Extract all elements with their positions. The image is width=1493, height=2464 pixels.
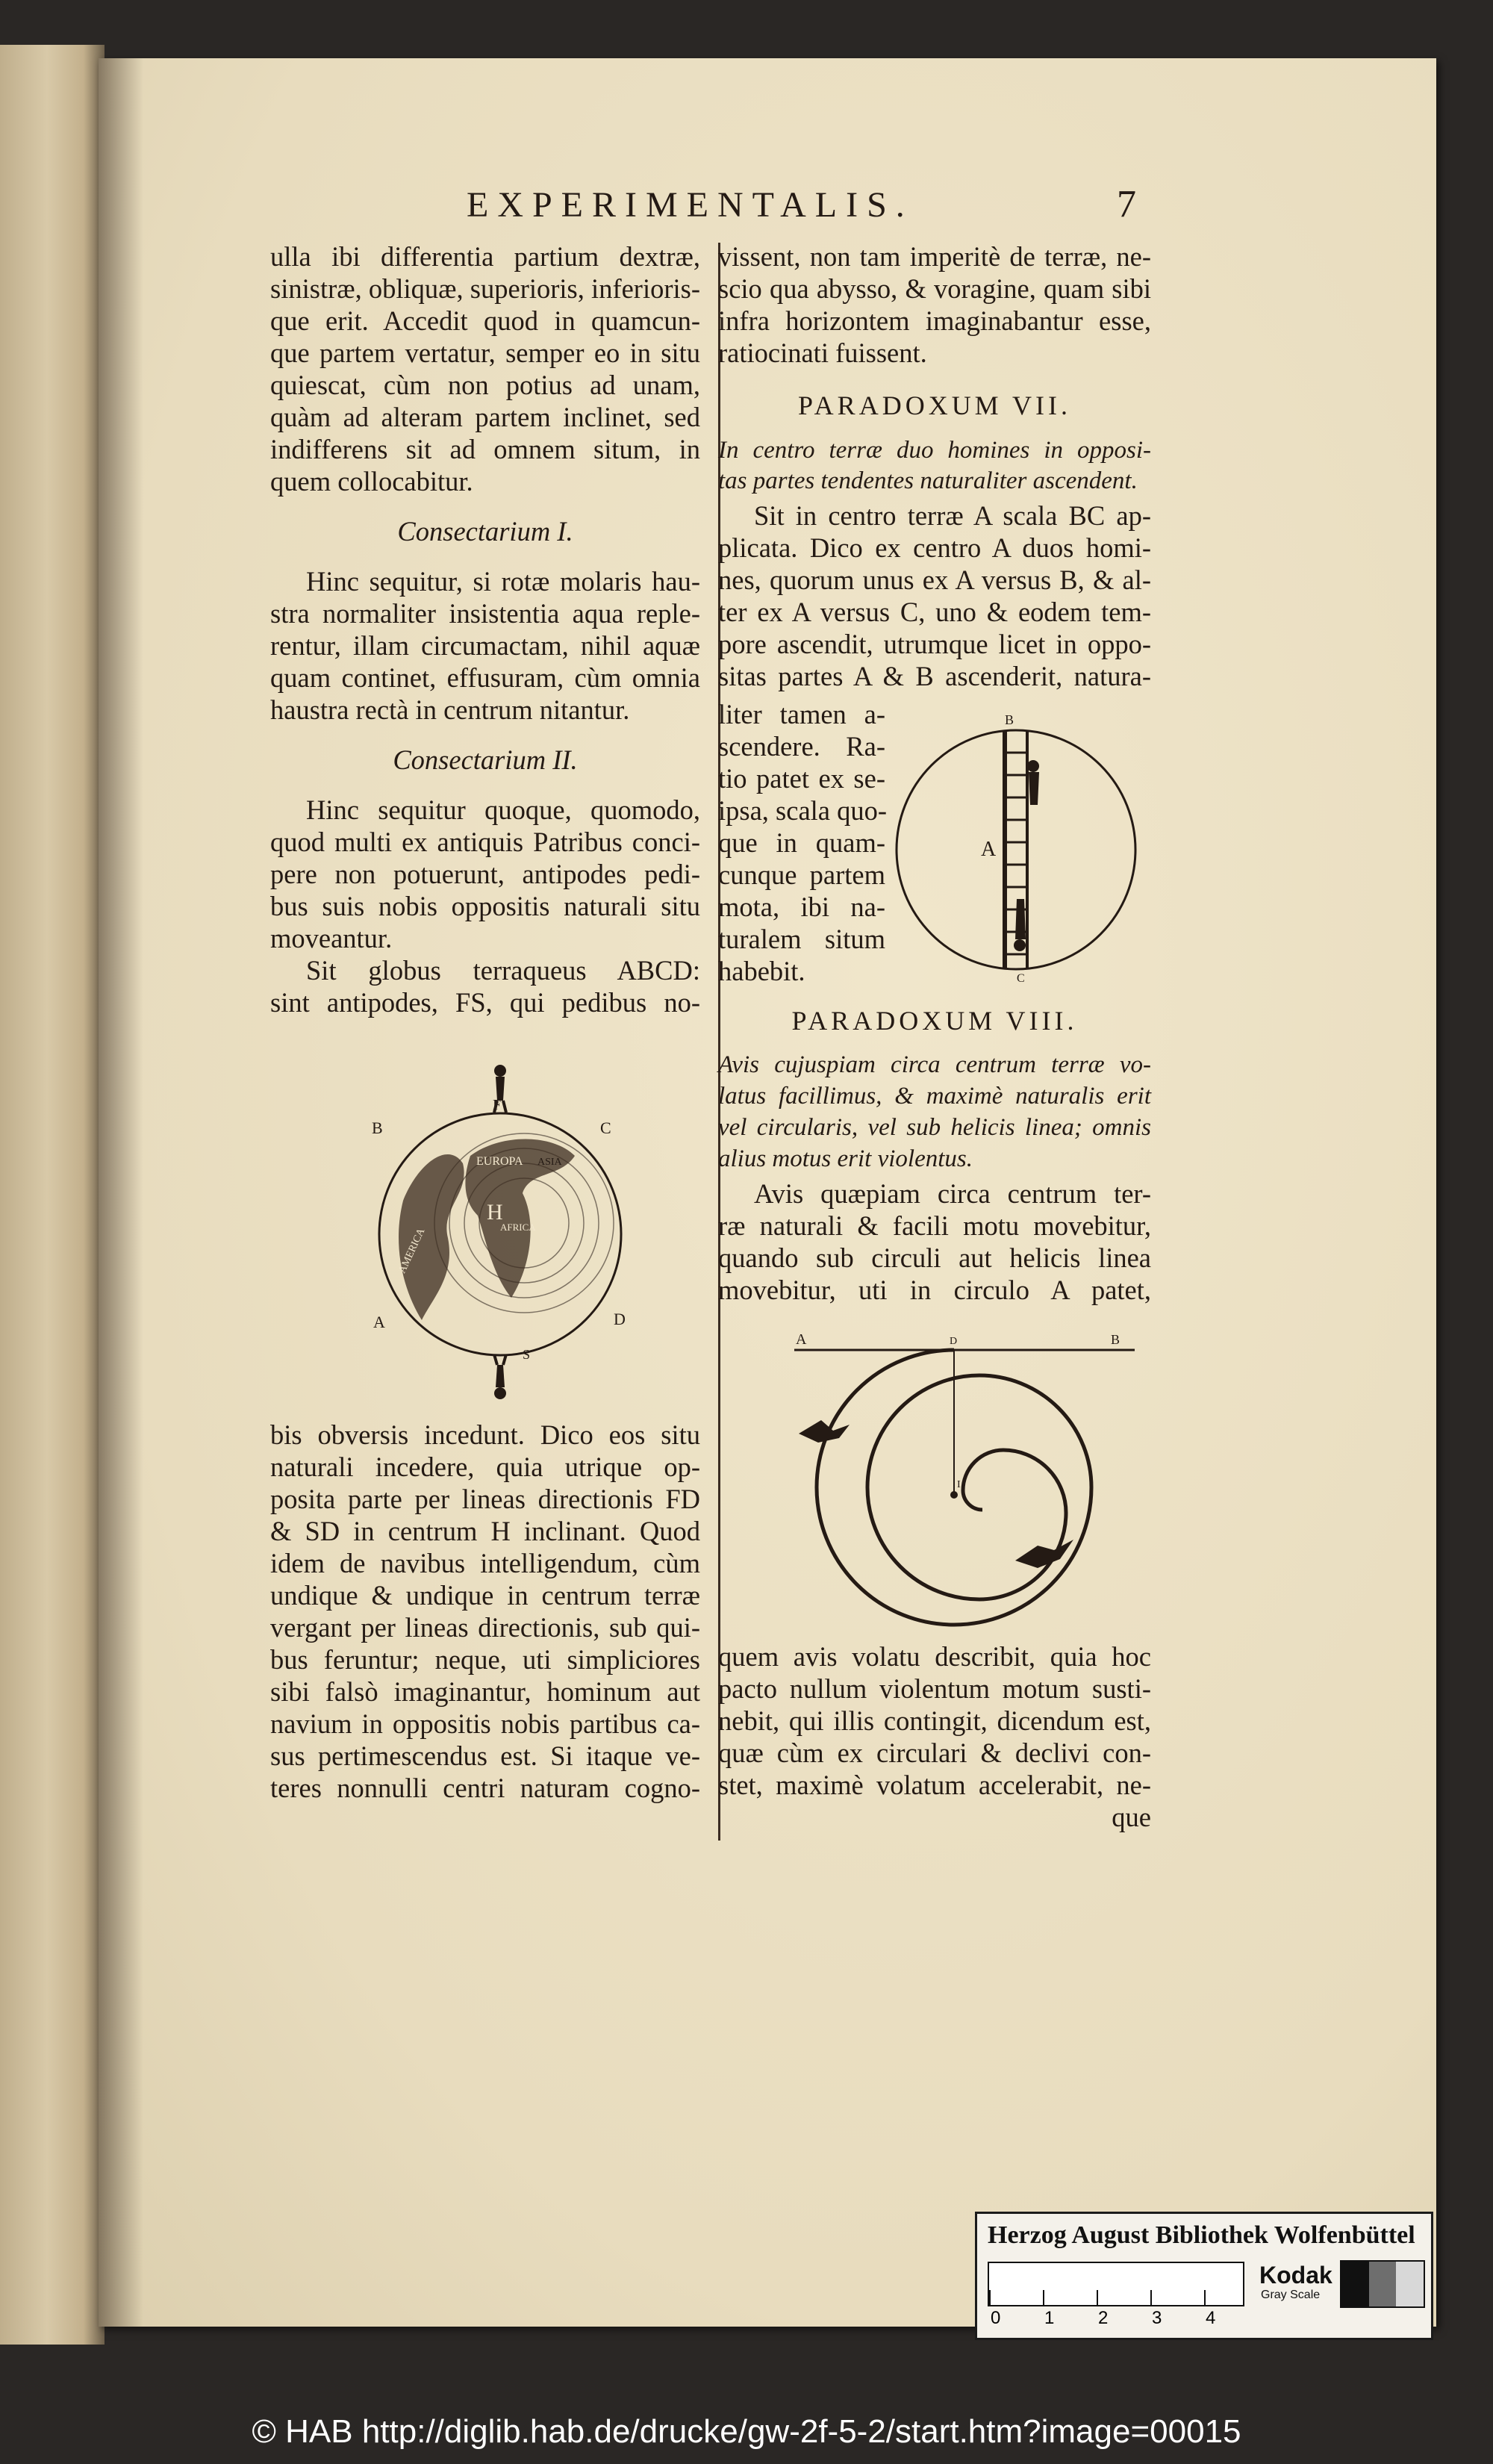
text-line: naturali incedere, quia utrique op- <box>270 1452 700 1482</box>
text-line: mota, ibi na- <box>718 892 885 922</box>
text-line: Sit globus terraqueus ABCD: <box>306 955 700 986</box>
kodak-brand: Kodak <box>1259 2262 1333 2289</box>
paradox-8-statement <box>718 1049 1151 1175</box>
text-line: bus suis nobis oppositis naturali situ <box>270 891 700 921</box>
paradox-7-heading: PARADOXUM VII. <box>797 391 1072 420</box>
text-line: haustra rectà in centrum nitantur. <box>270 694 630 725</box>
copyright-footer: © HAB http://diglib.hab.de/drucke/gw-2f-5-2/start.htm?image=00015 <box>252 2413 1241 2450</box>
kodak-subtitle: Gray Scale <box>1261 2289 1321 2301</box>
text-line: idem de navibus intelligendum, cùm <box>270 1548 700 1578</box>
paradox-8-heading: PARADOXUM VIII. <box>791 1006 1078 1036</box>
text-line: quam continet, effusuram, cùm omnia <box>270 662 700 693</box>
text-line: In centro terræ duo homines in opposi- <box>718 437 1151 464</box>
gray-scale-patches <box>1340 2260 1425 2308</box>
ruler-tick <box>1043 2290 1044 2305</box>
spiral-center <box>950 1491 958 1499</box>
text-line: pore ascendit, utrumque licet in oppo- <box>718 629 1151 659</box>
map-label-africa: AFRICA <box>500 1222 536 1233</box>
left-column <box>270 240 700 1018</box>
text-line: movebitur, uti in circulo A patet, <box>718 1275 1151 1305</box>
text-line: pacto nullum violentum motum susti- <box>718 1673 1151 1704</box>
text-line: cunque partem <box>718 859 885 890</box>
text-line: ratiocinati fuissent. <box>718 337 927 368</box>
ruler-tick <box>989 2290 991 2305</box>
antipode-figure-bottom <box>494 1354 506 1399</box>
text-line: alius motus erit violentus. <box>718 1145 973 1172</box>
running-head: EXPERIMENTALIS. <box>467 185 914 225</box>
text-line: undique & undique in centrum terræ <box>270 1580 700 1611</box>
text-line: pere non potuerunt, antipodes pedi- <box>270 859 700 889</box>
left-para-1 <box>270 240 700 497</box>
text-line: Hinc sequitur, si rotæ molaris hau- <box>306 566 700 597</box>
text-line: que erit. Accedit quod in quamcun- <box>270 305 700 336</box>
ladder-figure <box>893 708 1139 977</box>
text-line: quando sub circuli aut helicis linea <box>718 1242 1151 1273</box>
ladder-label-B: B <box>1005 712 1014 727</box>
text-line: quiescat, cùm non potius ad unam, <box>270 370 700 400</box>
ruler-number: 2 <box>1098 2308 1109 2328</box>
text-line: vergant per lineas directionis, sub qui- <box>270 1612 700 1643</box>
label-B: B <box>372 1119 383 1137</box>
spiral-label-D: D <box>950 1336 958 1347</box>
right-column-middle <box>718 1005 1151 1306</box>
text-line: indifferens sit ad omnem situm, in <box>270 434 700 464</box>
text-line: sitas partes A & B ascenderit, natura- <box>718 661 1151 691</box>
ruler-number: 1 <box>1044 2308 1055 2328</box>
text-line: que partem vertatur, semper eo in situ <box>270 337 700 368</box>
globe-figure <box>351 1051 649 1402</box>
ladder-label-A: A <box>981 838 997 861</box>
text-line: sus pertimescendus est. Si itaque ve- <box>270 1740 700 1771</box>
folio-number: 7 <box>1117 183 1136 225</box>
text-line: turalem situm <box>718 924 885 954</box>
left-para-2 <box>270 565 700 726</box>
text-line: Avis quæpiam circa centrum ter- <box>754 1178 1151 1209</box>
ruler-tick <box>1150 2290 1152 2305</box>
gutter-shadow <box>99 58 143 2327</box>
text-line: sint antipodes, FS, qui pedibus no- <box>270 987 700 1018</box>
library-color-card <box>975 2212 1433 2340</box>
text-line: vissent, non tam imperitè de terræ, ne- <box>718 241 1151 272</box>
left-para-5 <box>270 1419 700 1804</box>
text-line: liter tamen a- <box>718 699 885 729</box>
bird-right <box>1015 1540 1073 1568</box>
ladder-label-C: C <box>1017 972 1025 985</box>
map-label-asia: ASIA <box>537 1157 562 1168</box>
text-line: tas partes tendentes naturaliter ascendent. <box>718 467 1138 494</box>
text-line: plicata. Dico ex centro A duos homi- <box>718 532 1151 563</box>
right-para-1 <box>718 240 1151 369</box>
catchword: que <box>1112 1802 1151 1832</box>
text-line: sibi falsò imaginantur, hominum aut <box>270 1676 700 1707</box>
ruler-number: 0 <box>991 2308 1001 2328</box>
spiral-label-B: B <box>1111 1332 1120 1347</box>
text-line: stra normaliter insistentia aqua reple- <box>270 598 700 629</box>
text-line: quem avis volatu describit, quia hoc <box>718 1641 1151 1672</box>
label-D: D <box>614 1310 626 1328</box>
text-line: quem collocabitur. <box>270 466 473 497</box>
text-line: bus feruntur; neque, uti simpliciores <box>270 1644 700 1675</box>
text-line: quæ cùm ex circulari & declivi con- <box>718 1737 1151 1768</box>
text-line: quod multi ex antiquis Patribus conci- <box>270 827 700 857</box>
scale-ruler <box>988 2262 1244 2306</box>
consectarium-1-heading: Consectarium I. <box>397 516 573 547</box>
spiral-label-I: I <box>957 1479 961 1490</box>
spiral-label-A: A <box>796 1331 807 1348</box>
ruler-tick <box>1097 2290 1098 2305</box>
text-line: stet, maximè volatum accelerabit, ne- <box>718 1770 1151 1800</box>
right-column <box>718 240 1151 692</box>
consectarium-2-heading: Consectarium II. <box>393 744 578 775</box>
previous-page-edge <box>0 45 105 2345</box>
spiral-figure <box>791 1322 1150 1635</box>
map-label-america: AMERICA <box>396 1226 428 1275</box>
text-line: nebit, qui illis contingit, dicendum est, <box>718 1705 1151 1736</box>
left-para-4 <box>270 954 700 1018</box>
paradox-7-statement <box>718 435 1151 497</box>
text-line: sinistræ, obliquæ, superioris, inferioris- <box>270 273 700 304</box>
americas-landmass <box>396 1154 464 1320</box>
label-H: H <box>487 1200 503 1225</box>
paradox-7-text <box>718 500 1151 692</box>
text-line: Avis cujuspiam circa centrum terræ vo- <box>718 1051 1151 1078</box>
left-para-3 <box>270 794 700 954</box>
text-line: infra horizontem imaginabantur esse, <box>718 305 1151 336</box>
text-line: ulla ibi differentia partium dextræ, <box>270 241 700 272</box>
label-C: C <box>600 1119 611 1137</box>
map-label-europa: EUROPA <box>476 1155 523 1168</box>
text-line: latus facillimus, & maximè naturalis erit <box>718 1083 1151 1110</box>
label-S: S <box>523 1347 531 1362</box>
text-line: habebit. <box>718 956 805 986</box>
text-line: que in quam- <box>718 827 885 858</box>
text-line: moveantur. <box>270 923 393 953</box>
library-name: Herzog August Bibliothek Wolfenbüttel <box>988 2221 1415 2249</box>
left-column-bottom <box>270 1419 700 1804</box>
right-column-bottom <box>718 1640 1151 1833</box>
text-line: scendere. Ra- <box>718 731 885 762</box>
text-line: Hinc sequitur quoque, quomodo, <box>306 794 700 825</box>
ruler-number: 4 <box>1206 2308 1216 2328</box>
text-line: ipsa, scala quo- <box>718 795 888 826</box>
text-line: nes, quorum unus ex A versus B, & al- <box>718 564 1151 595</box>
text-line: teres nonnulli centri naturam cogno- <box>270 1773 700 1803</box>
right-para-end <box>718 1640 1151 1801</box>
text-line: ter ex A versus C, uno & eodem tem- <box>718 597 1151 627</box>
text-line: ræ naturali & facili motu movebitur, <box>718 1210 1151 1241</box>
label-F: F <box>493 1097 502 1113</box>
bird-left <box>799 1420 850 1443</box>
text-line: scio qua abysso, & voragine, quam sibi <box>718 273 1151 304</box>
text-line: rentur, illam circumactam, nihil aquæ <box>270 630 700 661</box>
text-line: Sit in centro terræ A scala BC ap- <box>754 500 1151 531</box>
paradox-8-text <box>718 1177 1151 1306</box>
text-line: posita parte per lineas directionis FD <box>270 1484 700 1514</box>
ruler-number: 3 <box>1152 2308 1162 2328</box>
text-line: & SD in centrum H inclinant. Quod <box>270 1516 700 1546</box>
text-line: quàm ad alteram partem inclinet, sed <box>270 402 700 432</box>
ruler-tick <box>1204 2290 1206 2305</box>
paradox-7-wrap-text <box>718 698 888 987</box>
text-line: navium in oppositis nobis partibus ca- <box>270 1708 700 1739</box>
climber-lower <box>1014 899 1026 951</box>
text-line: tio patet ex se- <box>718 763 885 794</box>
text-line: bis obversis incedunt. Dico eos situ <box>270 1419 700 1450</box>
label-A: A <box>373 1313 385 1331</box>
text-line: vel circularis, vel sub helicis linea; omnis <box>718 1114 1151 1141</box>
climber-upper <box>1027 760 1039 805</box>
